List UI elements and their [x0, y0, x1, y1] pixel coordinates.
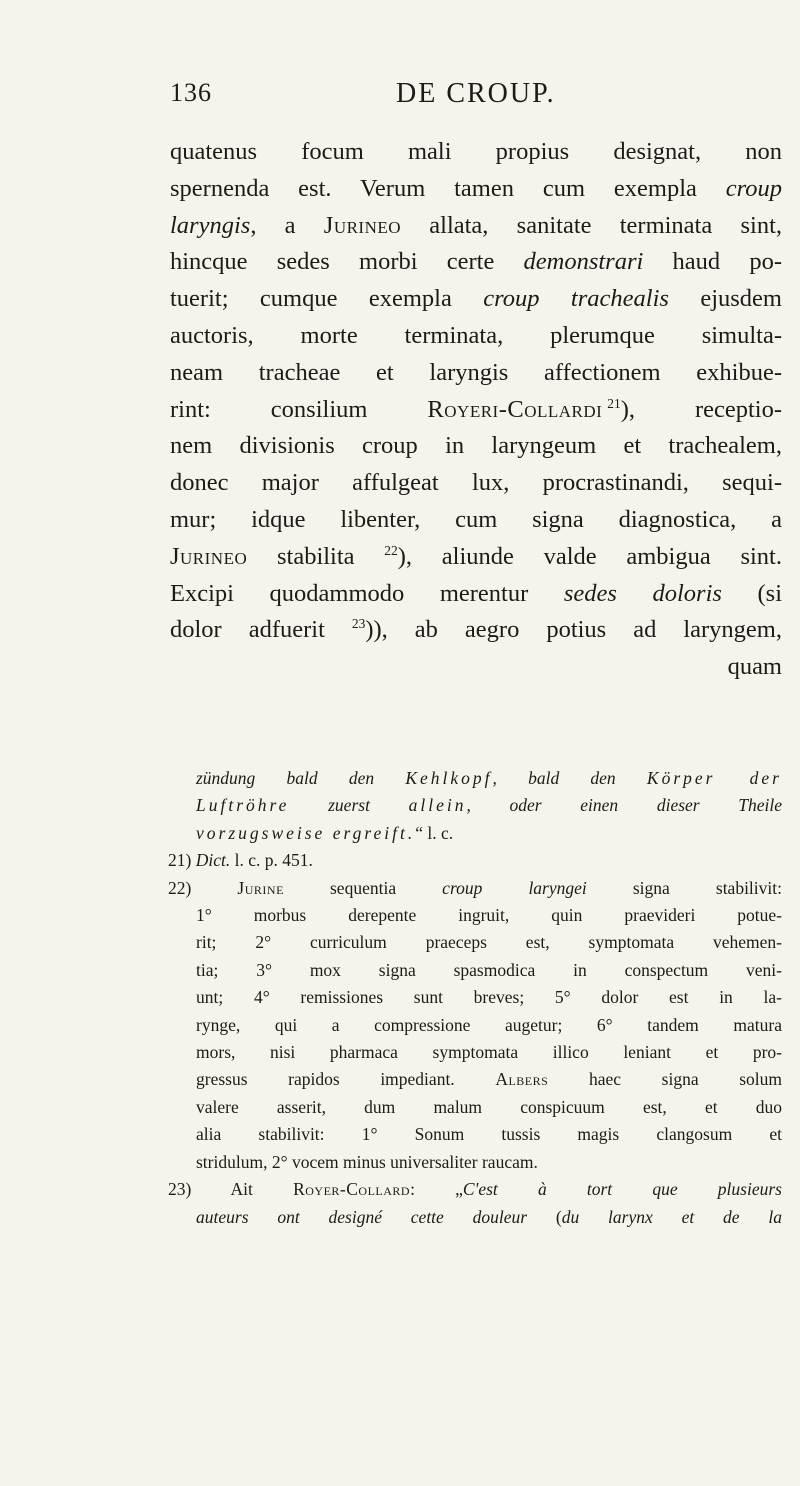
text-line: Jurineo stabilita $^{22}$), aliunde valde ambigua sint.: [170, 542, 782, 570]
catchword: quam: [727, 653, 782, 681]
text-line: dolor adfuerit $^{23}$)), ab aegro potius ad laryngem,: [170, 616, 782, 644]
footnote-ref: 22: [384, 542, 398, 558]
footnote-line: mors, nisi pharmaca symptomata illico leniant et pro-: [196, 1042, 782, 1063]
footnote-label: 21): [168, 850, 192, 871]
footnote-line: tia; 3° mox signa spasmodica in conspectum veni-: [196, 959, 782, 980]
footnotes: [168, 765, 783, 1231]
text-line: auctoris, morte terminata, plerumque simulta-: [170, 321, 782, 349]
text-line: rint: consilium Royeri-Collardi $^{21}$), receptio-: [170, 395, 782, 423]
footnote-ref: 21: [607, 395, 621, 411]
footnote-23: 23) Ait Royer-Collard: „C'est à tort que plusieurs: [168, 1179, 782, 1200]
footnote-line: unt; 4° remissiones sunt breves; 5° dolor est in la-: [196, 987, 782, 1008]
footnote-line: zündung bald den Kehlkopf, bald den Körper der: [196, 768, 782, 788]
text-line: tuerit; cumque exempla croup trachealis ejusdem: [170, 285, 782, 313]
text-line: laryngis, a Jurineo allata, sanitate terminata sint,: [170, 211, 782, 239]
page-number: 136: [170, 78, 212, 107]
main-text: [170, 134, 782, 686]
footnote-line: 1° morbus derepente ingruit, quin praevideri potue-: [196, 905, 782, 926]
footnote-line: vorzugsweise ergreift.“ l. c.: [196, 822, 454, 843]
text-line: donec major affulgeat lux, procrastinandi, sequi-: [170, 469, 782, 497]
running-head: DE CROUP.: [396, 78, 556, 109]
footnote-line: rynge, qui a compressione augetur; 6° tandem matura: [196, 1014, 782, 1035]
text-line: hincque sedes morbi certe demonstrari haud po-: [170, 248, 782, 276]
footnote-line: alia stabilivit: 1° Sonum tussis magis clangosum et: [196, 1124, 782, 1145]
footnote-21: 21) Dict. l. c. p. 451.: [168, 850, 313, 871]
footnote-line: gressus rapidos impediant. Albers haec signa solum: [196, 1069, 783, 1090]
text-line: Excipi quodammodo merentur sedes doloris (si: [170, 579, 783, 607]
footnote-ref: 23: [351, 616, 366, 632]
text-line: quatenus focum mali propius designat, non: [170, 138, 782, 165]
text-line: mur; idque libenter, cum signa diagnostica, a: [170, 505, 782, 533]
footnote-line: valere asserit, dum malum conspicuum est, et duo: [196, 1096, 782, 1117]
footnote-line: rit; 2° curriculum praeceps est, symptomata vehemen-: [196, 932, 782, 953]
text-line: nem divisionis croup in laryngeum et trachealem,: [170, 432, 782, 460]
footnote-label: 23): [168, 1179, 192, 1200]
footnote-22: 22) Jurine sequentia croup laryngei signa stabilivit:: [168, 877, 782, 898]
footnote-line: stridulum, 2° vocem minus universaliter raucam.: [196, 1151, 538, 1172]
text-line: neam tracheae et laryngis affectionem exhibue-: [170, 358, 782, 386]
text-line: spernenda est. Verum tamen cum exempla croup: [170, 174, 782, 202]
footnote-line: auteurs ont designé cette douleur (du larynx et de la: [196, 1206, 782, 1227]
page-header: [170, 78, 790, 118]
footnote-line: Luftröhre zuerst allein, oder einen dieser Theile: [196, 795, 783, 816]
footnote-label: 22): [168, 877, 192, 898]
